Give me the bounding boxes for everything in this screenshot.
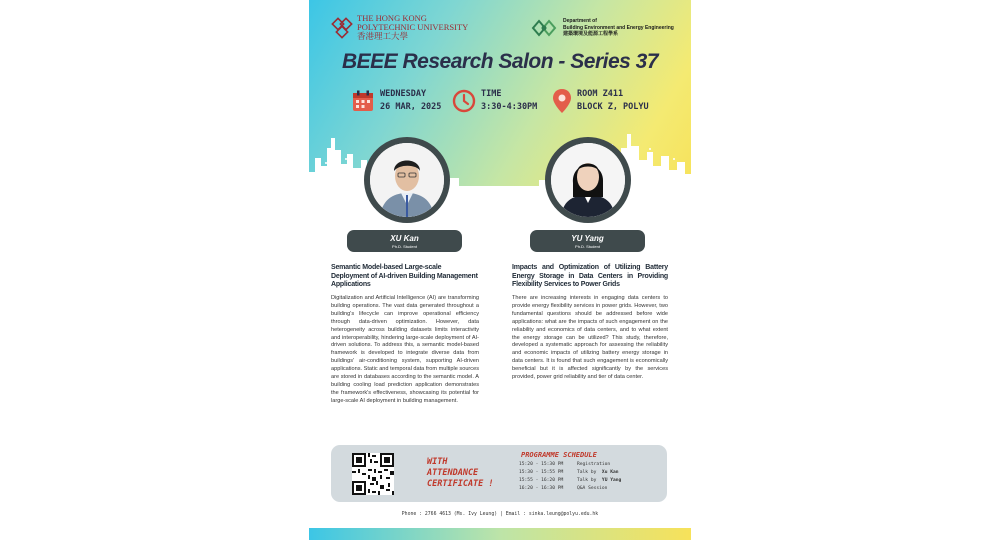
dept-line1: Department of	[563, 18, 597, 25]
schedule-time: 16:20 - 16:30 PM	[519, 485, 564, 491]
polyu-logo	[331, 14, 468, 41]
date-info	[351, 88, 441, 114]
speaker-photo-yu-yang	[545, 137, 631, 223]
schedule-row	[519, 469, 621, 477]
schedule-item	[577, 478, 621, 483]
schedule-row	[519, 461, 621, 469]
polyu-emblem-icon	[331, 17, 353, 39]
contact-info: Phone : 2766 4613 (Ms. Ivy Leung) | Email : sinka.leung@polyu.edu.hk	[401, 512, 599, 517]
event-venue: BLOCK Z, POLYU	[577, 102, 649, 112]
speaker-photo-xu-kan	[364, 137, 450, 223]
speaker-role: Ph.D. Student	[392, 244, 417, 249]
location-pin-icon	[552, 88, 572, 114]
schedule-table	[519, 461, 621, 492]
abstract-1: Digitalization and Artificial Intelligence (AI) are transforming building operations. The vast data generated throughout a building's lifecycle can improve operational efficiency through data-driven optimization. However, data heterogeneity across building datasets limits interactivity and interoperability, hindering large-scale deployment of AI-driven solutions. To address this, a semantic model-based framework is developed to integrate diverse data from buildings' air-conditioning system, supporting AI-driven applications. Static and temporal data from multiple sources are stored in databases according to the semantic model. A building cooling load prediction application demonstrates the framework's effectiveness, showcasing its potential for large-scale AI deployment in building management.	[331, 295, 479, 404]
department-logo	[531, 17, 674, 39]
schedule-item-prefix: Talk by	[577, 477, 600, 483]
poster-title: BEEE Research Salon - Series 37	[342, 50, 658, 73]
dept-zh: 建築環境及能源工程學系	[563, 31, 619, 38]
talk-title-2: Impacts and Optimization of Utilizing Battery Energy Storage in Data Centers in Providing Flexibility Services to Power Grids	[512, 264, 668, 288]
polyu-name-line1: THE HONG KONG	[357, 13, 427, 23]
talk-title-1: Semantic Model-based Large-scale Deployment of AI-driven Building Management Applications	[331, 264, 478, 288]
certificate-line3: CERTIFICATE !	[427, 479, 494, 489]
schedule-time: 15:55 - 16:20 PM	[519, 477, 564, 483]
abstract-2: There are increasing interests in engaging data centers to provide energy flexibility services in power grids. However, two fundamental questions should be addressed before wide applications: what are the impacts of such engagement on the reliability and economics of data centers, and to what extent the energy storage can be utilized? This study, therefore, developed a systematic approach for assessing the reliability and economic impacts of utilizing battery energy storage in data centers. It is found that such engagement is economically beneficial but it is affected significantly by the services provided, power grid reliability and tier of data center.	[512, 295, 668, 381]
schedule-speaker: YU Yang	[601, 477, 622, 483]
event-date: 26 MAR, 2025	[380, 102, 442, 112]
schedule-item-prefix: Talk by	[577, 470, 600, 476]
schedule-row	[519, 484, 621, 492]
speaker-name: YU Yang	[571, 234, 604, 243]
schedule-heading: PROGRAMME SCHEDULE	[521, 451, 597, 459]
calendar-icon	[351, 89, 375, 113]
speaker-name: XU Kan	[390, 234, 419, 243]
schedule-item: Registration	[577, 462, 611, 468]
registration-qr-code[interactable]	[352, 453, 394, 495]
time-info	[452, 88, 537, 114]
qr-code-icon	[352, 453, 394, 495]
certificate-note	[427, 457, 494, 490]
speaker-name-box-1	[347, 230, 462, 252]
schedule-item: Q&A Session	[577, 485, 608, 491]
speaker-name-box-2	[530, 230, 645, 252]
person-portrait-icon	[551, 143, 625, 217]
event-room: ROOM Z411	[577, 89, 624, 99]
schedule-item	[577, 470, 619, 475]
venue-info	[552, 88, 649, 114]
schedule-time: 15:30 - 15:55 PM	[519, 470, 564, 476]
certificate-line1: WITH	[427, 457, 448, 467]
polyu-name-line2: POLYTECHNIC UNIVERSITY	[357, 22, 469, 32]
schedule-time: 15:20 - 15:30 PM	[519, 462, 564, 468]
speaker-role: Ph.D. Student	[575, 244, 600, 249]
clock-icon	[452, 89, 476, 113]
event-day: WEDNESDAY	[380, 89, 427, 99]
schedule-speaker: Xu Kan	[601, 470, 619, 476]
dept-line2: Building Environment and Energy Engineering	[563, 24, 674, 31]
certificate-line2: ATTENDANCE	[427, 468, 479, 478]
event-time: 3:30-4:30PM	[481, 102, 538, 112]
event-poster	[309, 0, 691, 540]
schedule-row	[519, 477, 621, 485]
person-portrait-icon	[370, 143, 444, 217]
polyu-name-zh: 香港理工大學	[357, 31, 409, 41]
schedule-panel	[331, 445, 667, 502]
bottom-gradient-bar	[309, 528, 691, 540]
time-label: TIME	[481, 89, 502, 99]
beee-emblem-icon	[531, 17, 559, 39]
